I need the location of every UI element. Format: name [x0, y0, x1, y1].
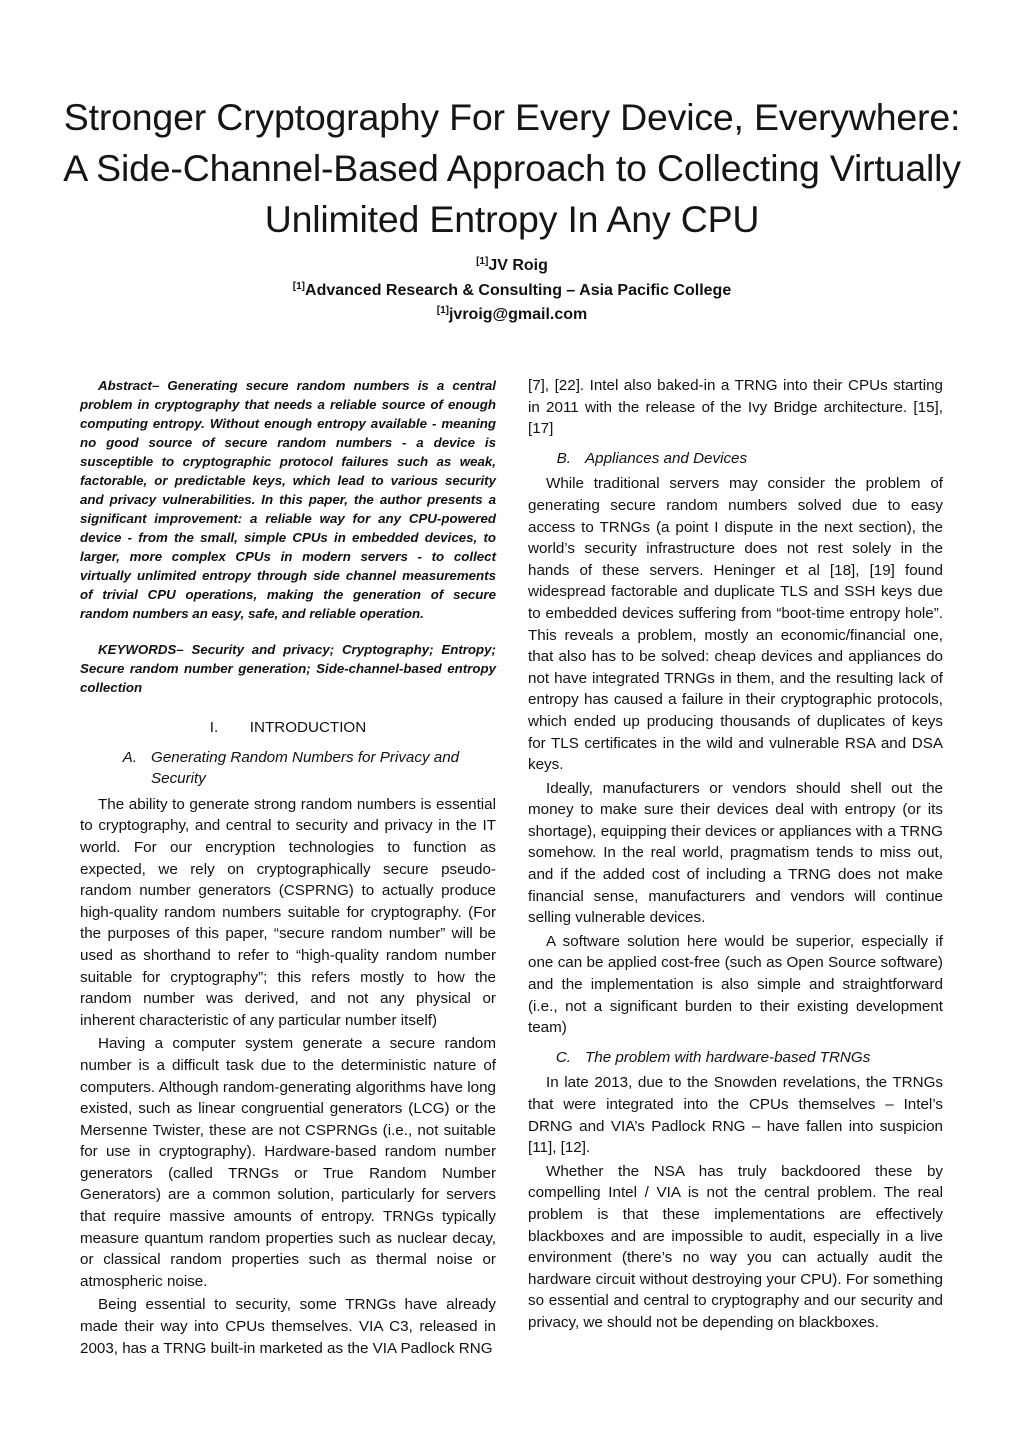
left-column: [80, 375, 496, 1359]
section-number: I.: [209, 719, 219, 736]
subsection-letter: C.: [555, 1048, 571, 1066]
intro-paragraph-3: Being essential to security, some TRNGs have already made their way into CPUs themselves. VIA C3, released in 2003, has a TRNG built-in marketed as the VIA Padlock RNG: [80, 1296, 496, 1357]
trng-paragraph-1: In late 2013, due to the Snowden revelations, the TRNGs that were integrated into the CPUs themselves – Intel’s DRNG and VIA’s Padlock RNG – have fallen into suspicion [11], [12].: [528, 1074, 943, 1157]
appliances-paragraph-3: A software solution here would be superior, especially if one can be applied cost-free (such as Open Source software) and the implementation is also simple and straightforward (i.e., not a significant burden to their existing development team): [528, 932, 943, 1037]
author-name: JV Roig: [488, 257, 548, 274]
subsection-letter: B.: [556, 449, 571, 467]
section-heading-introduction: [80, 717, 496, 739]
affiliation-superscript: [1]: [292, 280, 306, 292]
subsection-title: Generating Random Numbers for Privacy and Security: [151, 748, 460, 788]
subsection-heading-c: [528, 1047, 943, 1069]
author-line: [160, 254, 864, 279]
email-line: [160, 303, 864, 328]
continued-paragraph: [7], [22]. Intel also baked-in a TRNG into their CPUs starting in 2011 with the release of the Ivy Bridge architecture. [15], [17]: [528, 377, 943, 438]
intro-paragraph-1: The ability to generate strong random numbers is essential to cryptography, and central to security and privacy in the IT world. For our encryption technologies to function as expected, we rely on cryptographically secure pseudo-random number generators (CSPRNG) to actually produce high-quality random numbers suitable for cryptography. (For the purposes of this paper, “secure random number” will be used as shorthand to refer to “high-quality random number suitable for cryptography”; this refers mostly to how the random number was derived, and not any physical or inherent characteristic of any particular number itself): [80, 795, 496, 1029]
subsection-heading-b: [528, 448, 943, 470]
abstract: Abstract– Generating secure random numbers is a central problem in cryptography that needs a reliable source of enough computing entropy. Without enough entropy available - meaning no good source of secure random numbers - a device is susceptible to cryptographic protocol failures such as weak, factorable, or predictable keys, which lead to various security and privacy vulnerabilities. In this paper, the author presents a significant improvement: a reliable way for any CPU-powered device - from the small, simple CPUs in embedded devices, to larger, more complex CPUs in modern servers - to collect virtually unlimited entropy through side channel measurements of trivial CPU operations, making the generation of secure random numbers an easy, safe, and reliable operation.: [80, 378, 496, 621]
subsection-heading-a: [80, 747, 496, 790]
keywords: KEYWORDS– Security and privacy; Cryptography; Entropy; Secure random number generation; Side-channel-based entropy collection: [80, 642, 496, 695]
appliances-paragraph-1: While traditional servers may consider the problem of generating secure random numbers solved due to easy access to TRNGs (a point I dispute in the next section), the world’s security infrastructure does not rest solely in the hands of these servers. Heninger et al [18], [19] found widespread factorable and duplicate TLS and SSH keys due to embedded devices suffering from “boot-time entropy hole”. This reveals a problem, mostly an economic/financial one, that also has to be solved: cheap devices and appliances do not have integrated TRNGs in them, and the resulting lack of entropy has caused a failure in their cryptographic protocols, which ended up producing thousands of duplicates of keys for TLS certificates in the wild and vulnerable RSA and DSA keys.: [528, 475, 943, 774]
affiliation: Advanced Research & Consulting – Asia Pacific College: [305, 281, 732, 299]
author-email: jvroig@gmail.com: [448, 306, 588, 323]
subsection-title: The problem with hardware-based TRNGs: [585, 1048, 871, 1066]
subsection-letter: A.: [122, 748, 137, 766]
paper-title: Stronger Cryptography For Every Device, Everywhere: A Side-Channel-Based Approach to Collecting Virtually Unlimited Entropy In Any CPU: [63, 96, 961, 240]
affiliation-line: [160, 279, 864, 304]
email-superscript: [1]: [436, 305, 449, 316]
appliances-paragraph-2: Ideally, manufacturers or vendors should shell out the money to make sure their devices deal with entropy (or its shortage), equipping their devices or appliances with a TRNG somehow. In the real world, pragmatism tends to miss out, and if the added cost of including a TRNG does not make financial sense, manufacturers and vendors will continue selling vulnerable devices.: [528, 779, 943, 927]
right-column: [528, 375, 943, 1334]
intro-paragraph-2: Having a computer system generate a secure random number is a difficult task due to the deterministic nature of computers. Although random-generating algorithms have long existed, such as linear congruential generators (LCG) or the Mersenne Twister, these are not CSPRNGs (i.e., not suitable for use in cryptography). Hardware-based random number generators (called TRNGs or True Random Number Generators) are a common solution, particularly for servers that require massive amounts of entropy. TRNGs typically measure quantum random properties such as nuclear decay, or classical random properties such as thermal noise or atmospheric noise.: [80, 1035, 496, 1290]
trng-paragraph-2: Whether the NSA has truly backdoored these by compelling Intel / VIA is not the central problem. The real problem is that these implementations are effectively blackboxes and are impossible to audit, especially in a live environment (there’s no way you can actually audit the hardware circuit without destroying your CPU). For something so essential and central to cryptography and our security and privacy, we should not be depending on blackboxes.: [528, 1162, 943, 1331]
author-superscript: [1]: [476, 256, 489, 267]
subsection-title: Appliances and Devices: [585, 449, 748, 467]
section-title: INTRODUCTION: [249, 719, 367, 736]
author-block: [160, 254, 864, 328]
